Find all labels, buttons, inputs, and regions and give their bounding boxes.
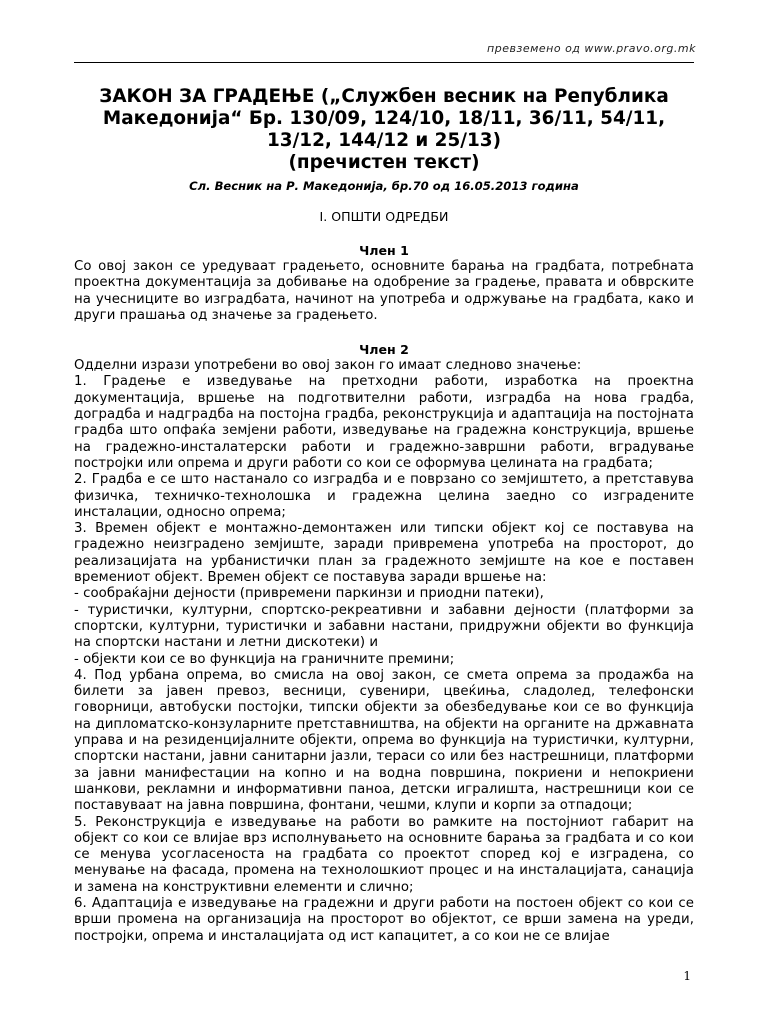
page-number: 1 (683, 969, 691, 983)
gazette-reference: Сл. Весник на Р. Македонија, бр.70 од 16.05.2013 година (189, 179, 579, 193)
chapter-heading: I. ОПШТИ ОДРЕДБИ (319, 209, 449, 224)
article-1-text: Со овој закон се уредуваат градењето, основните барања на градбата, потребната проектна документација за добивање на одобрение за градење, правата и обврските на учесниците во изградбата, начинот на употреба и одржување на градбата, како и други прашања од значење за градењето. (74, 259, 694, 323)
article-2-intro: Одделни изрази употребени во овој закон го имаат следново значење: (74, 358, 582, 374)
title-line: Македонија“ Бр. 130/09, 124/10, 18/11, 36/11, 54/11, (102, 108, 666, 129)
law-title (74, 86, 694, 174)
article-2-item-3: 3. Времен објект е монтажно-демонтажен или типски објект кој се поставува на градежно неизградено земјиште, заради привремена употреба на просторот, до реализацијата на урбанистички план за градежното земјиште на кое е поставен времениот објект. Времен објект се поставува заради вршење на: (74, 521, 694, 586)
article-2-heading: Член 2 (359, 342, 409, 358)
header-divider (74, 62, 694, 63)
article-2-item-2: 2. Градба е се што настанало со изградба и е поврзано со земјиштето, а претставува физичка, техничко-технолошка и градежна целина заедно со изградените инсталации, односно опрема; (74, 472, 694, 520)
article-2-item-3-bullet: - туристички, културни, спортско-рекреативни и забавни дејности (платформи за спортски, културни, туристички и забавни настани, придружни објекти во функција на спортски настани и летни дискотеки) и (74, 602, 694, 651)
article-1-heading: Член 1 (359, 243, 409, 258)
document-body (74, 86, 694, 945)
article-2-item-3-bullet: - сообраќајни дејности (привремени паркинзи и приодни патеки), (74, 586, 544, 602)
title-line: 13/12, 144/12 и 25/13) (267, 130, 501, 151)
title-line: (пречистен текст) (288, 152, 480, 173)
article-2-item-6: 6. Адаптација е изведување на градежни и други работи на постоен објект со кои се врши промена на организација на просторот во објектот, се врши замена на уреди, постројки, опрема и инсталацијата од ист капацитет, а со кои не се влијае (74, 895, 694, 944)
source-header: превземено од www.pravo.org.mk (487, 42, 696, 55)
article-2-item-3-bullet: - објекти кои се во функција на граничните премини; (74, 651, 455, 667)
article-2-item-4: 4. Под урбана опрема, во смисла на овој закон, се смета опрема за продажба на билети за јавен превоз, весници, сувенири, цвеќиња, сладолед, телефонски говорници, автобуски постојки, типски објекти за обезбедување кои се во функција на дипломатско-конзуларните претставништва, на објекти на органите на државната управа и на резиденцијалните објекти, опрема во функција на туристички, културни, спортски настани, јавни санитарни јазли, тераси со или без настрешници, платформи за јавни манифестации на копно и на водна површина, покриени и непокриени шанкови, рекламни и информативни паноа, детски игралишта, настрешници кои се поставуваат на јавна површина, фонтани, чешми, клупи и корпи за отпадоци; (74, 667, 694, 814)
article-2-item-1: 1. Градење е изведување на претходни работи, изработка на проектна документација, вршење на подготвителни работи, изградба на нова градба, доградба и надградба на постојна градба, реконструкција и адаптација на постојната градба што опфаќа земјени работи, изведување на градежна конструкција, вршење на градежно-инсталатерски работи и градежно-завршни работи, вградување постројки или опрема и други работи со кои се оформува целината на градбата; (74, 374, 694, 471)
title-line: ЗАКОН ЗА ГРАДЕЊЕ („Службен весник на Република (99, 86, 669, 107)
article-2-item-5: 5. Реконструкција е изведување на работи во рамките на постојниот габарит на објект со кои се влијае врз исполнувањето на основните барања за градбата и со кои се менува усогласеноста на градбата со проектот според кој е изградена, со менување на фасада, промена на технолошкиот процес и на инсталацијата, санација и замена на конструктивни елементи и слично; (74, 814, 694, 895)
